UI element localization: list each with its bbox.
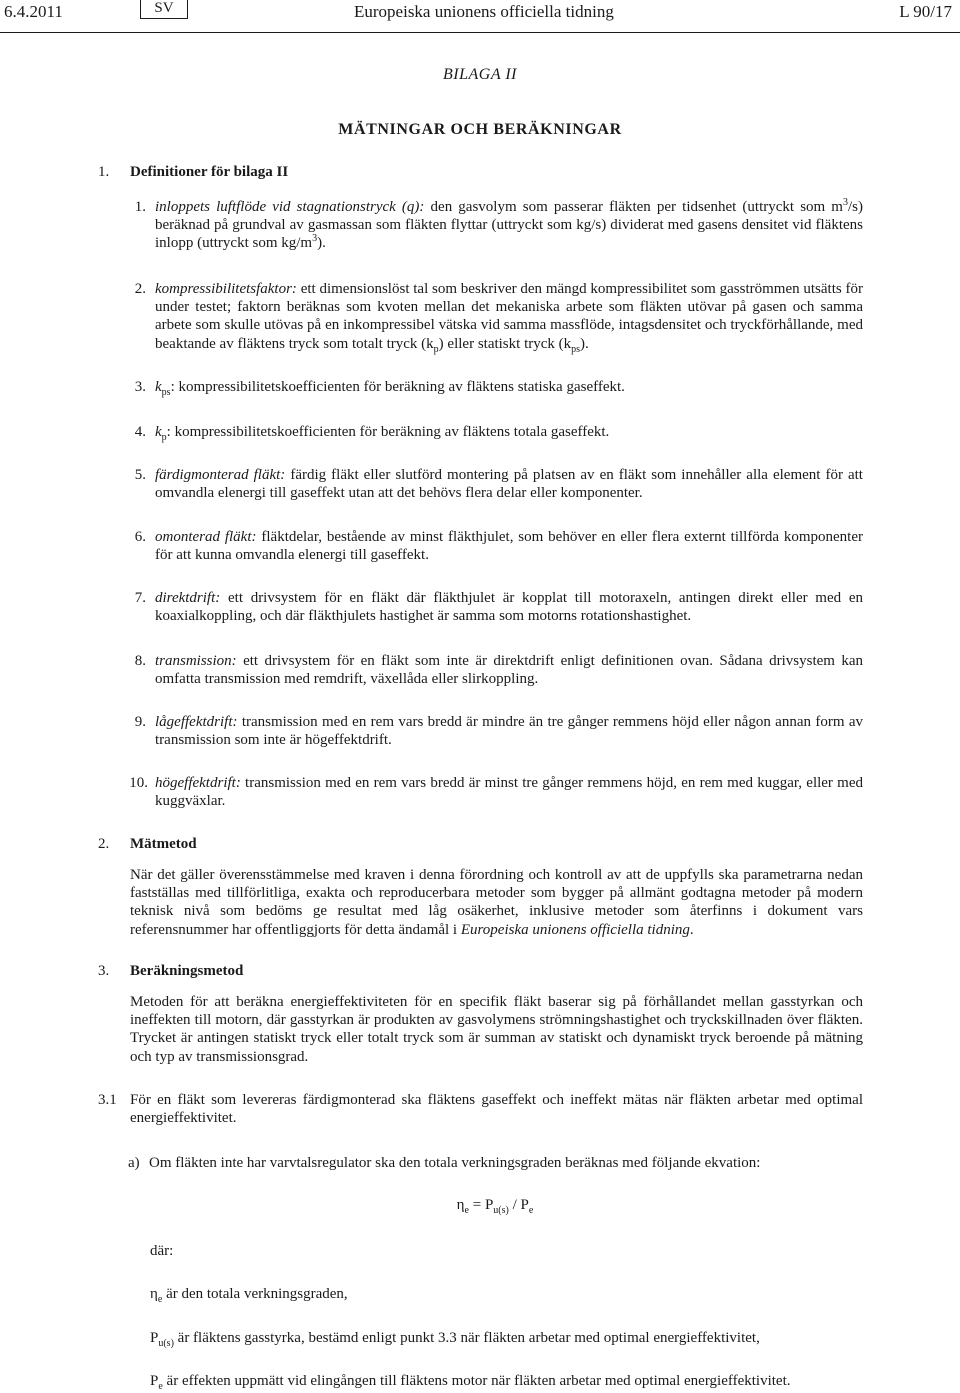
section-number: 1. <box>98 164 110 180</box>
defined-term: högeffektdrift: <box>155 775 241 791</box>
defined-term: direktdrift: <box>155 590 221 606</box>
item-number: 9. <box>134 714 146 730</box>
defined-term: inloppets luftflöde vid stagnationstryck (q): <box>155 199 425 215</box>
section-title: Definitioner för bilaga II <box>130 164 289 180</box>
item-text: transmission: ett drivsystem för en fläkt som inte är direktdrift enligt definitionen ovan. Sådana drivsystem kan omfatta transmission med remdrift, växellåda eller slirkoppling. <box>155 653 863 688</box>
section-3-paragraph: Metoden för att beräkna energieffektiviteten för en specifik fläkt baserar sig på förhållandet mellan gasstyrkan och ineffekten till motorn, där gasstyrkan är produkten av gasvolymens strömningshastighet och tryckskillnaden över fläkten. Trycket är antingen statiskt tryck eller totalt tryck som är summan av statiskt och dynamiskt tryck beroende på mätning och typ av transmissionsgrad. <box>130 994 863 1065</box>
item-number: 6. <box>134 529 146 545</box>
item-number: 4. <box>134 424 146 440</box>
item-text: $k_{ps}$: kompressibilitetskoefficienten för beräkning av fläktens statiska gaseffekt. <box>155 379 625 398</box>
subsection-number: 3.1 <box>98 1092 117 1108</box>
page-reference: L 90/17 <box>899 2 952 21</box>
defined-term: omonterad fläkt: <box>155 529 257 545</box>
where-label: där: <box>150 1243 174 1259</box>
symbol-definition: $\eta_e$ är den totala verkningsgraden, <box>150 1286 348 1305</box>
symbol-definition: $P_e$ är effekten uppmätt vid elingången till fläktens motor när fläkten arbetar med optimal energieffektivitet. <box>150 1373 791 1392</box>
publication-date: 6.4.2011 <box>4 2 63 21</box>
item-number: 8. <box>134 653 146 669</box>
item-number: 10. <box>129 775 148 791</box>
section-2-paragraph: När det gäller överensstämmelse med kraven i denna förordning och kontroll av att de uppfylls ska parametrarna nedan fastställas med tillförlitliga, exakta och reproducerbara metoder som bygger på allmänt godtagna metoder på modern teknisk nivå som bedöms ge resultat med låg osäkerhet, inklusive metoder som återfinns i dokument vars referensnummer har offentliggjorts för detta ändamål i Europeiska unionens officiella tidning. <box>130 867 863 938</box>
efficiency-equation: $\eta_e = P_{u(s)} / P_e$ <box>456 1197 534 1216</box>
language-tab: SV <box>140 0 188 19</box>
item-text: $k_p$: kompressibilitetskoefficienten för beräkning av fläktens totala gaseffekt. <box>155 424 610 443</box>
list-item-text: Om fläkten inte har varvtalsregulator ska den totala verkningsgraden beräknas med följande ekvation: <box>149 1155 761 1171</box>
section-number: 3. <box>98 963 110 979</box>
header-rule <box>0 32 960 33</box>
item-number: 7. <box>134 590 146 606</box>
section-3-heading <box>98 963 498 983</box>
defined-term: lågeffektdrift: <box>155 714 238 730</box>
list-marker: a) <box>128 1155 140 1171</box>
journal-header <box>4 0 952 28</box>
item-text: omonterad fläkt: fläktdelar, bestående av minst fläkthjulet, som behöver en eller flera externt tillförda komponenter för att kunna omvandla elenergi till gaseffekt. <box>155 529 863 564</box>
section-number: 2. <box>98 836 110 852</box>
item-number: 5. <box>134 467 146 483</box>
defined-term: färdigmonterad fläkt: <box>155 467 286 483</box>
section-1-heading <box>98 164 498 184</box>
journal-title: Europeiska unionens officiella tidning <box>354 2 614 21</box>
item-text: direktdrift: ett drivsystem för en fläkt där fläkthjulet är kopplat till motoraxeln, antingen direkt eller med en koaxialkoppling, och där fläkthjulets hastighet är samma som motorns rotationshastighet. <box>155 590 863 625</box>
item-number: 1. <box>134 199 146 215</box>
item-number: 2. <box>134 281 146 297</box>
item-text: kompressibilitetsfaktor: ett dimensionslöst tal som beskriver den mängd kompressibilitet som gasströmmen utsätts för under testet; faktorn beräknas som kvoten mellan det mekaniska arbete som fläkten utövar på gasen och samma arbete som skulle utövas på en inkompressibel vätska vid samma massflöde, intagsdensitet och tryckförhållande, med beaktande av fläktens tryck som totalt tryck $(k_p)$ eller statiskt tryck $(k_{ps})$. <box>155 281 863 355</box>
item-text: högeffektdrift: transmission med en rem vars bredd är minst tre gånger remmens höjd, en rem med kuggar, eller med kuggväxlar. <box>155 775 863 810</box>
defined-term: kompressibilitetsfaktor: <box>155 281 297 297</box>
annex-title: MÄTNINGAR OCH BERÄKNINGAR <box>338 121 622 138</box>
section-2-heading <box>98 836 498 856</box>
annex-label: BILAGA II <box>443 66 517 83</box>
item-number: 3. <box>134 379 146 395</box>
item-text: inloppets luftflöde vid stagnationstryck (q): den gasvolym som passerar fläkten per tidsenhet (uttryckt som $m^3/s$) beräknad på grundval av gasmassan som fläkten flyttar (uttryckt som kg/s) dividerat med gasens densitet vid fläktens inlopp (uttryckt som $kg/m^3$). <box>155 197 863 252</box>
section-title: Mätmetod <box>130 836 197 852</box>
item-text: färdigmonterad fläkt: färdig fläkt eller slutförd montering på platsen av en fläkt som innehåller alla element för att omvandla elenergi till gaseffekt utan att det behövs flera delar eller komponenter. <box>155 467 863 502</box>
section-title: Beräkningsmetod <box>130 963 244 979</box>
symbol-definition: $P_{u(s)}$ är fläktens gasstyrka, bestämd enligt punkt 3.3 när fläkten arbetar med optimal energieffektivitet, <box>150 1330 760 1349</box>
defined-term: transmission: <box>155 653 237 669</box>
subsection-text: För en fläkt som levereras färdigmonterad ska fläktens gaseffekt och ineffekt mätas när fläkten arbetar med optimal energieffektivitet. <box>130 1092 863 1127</box>
item-text: lågeffektdrift: transmission med en rem vars bredd är mindre än tre gånger remmens höjd eller någon annan form av transmission som inte är högeffektdrift. <box>155 714 863 749</box>
